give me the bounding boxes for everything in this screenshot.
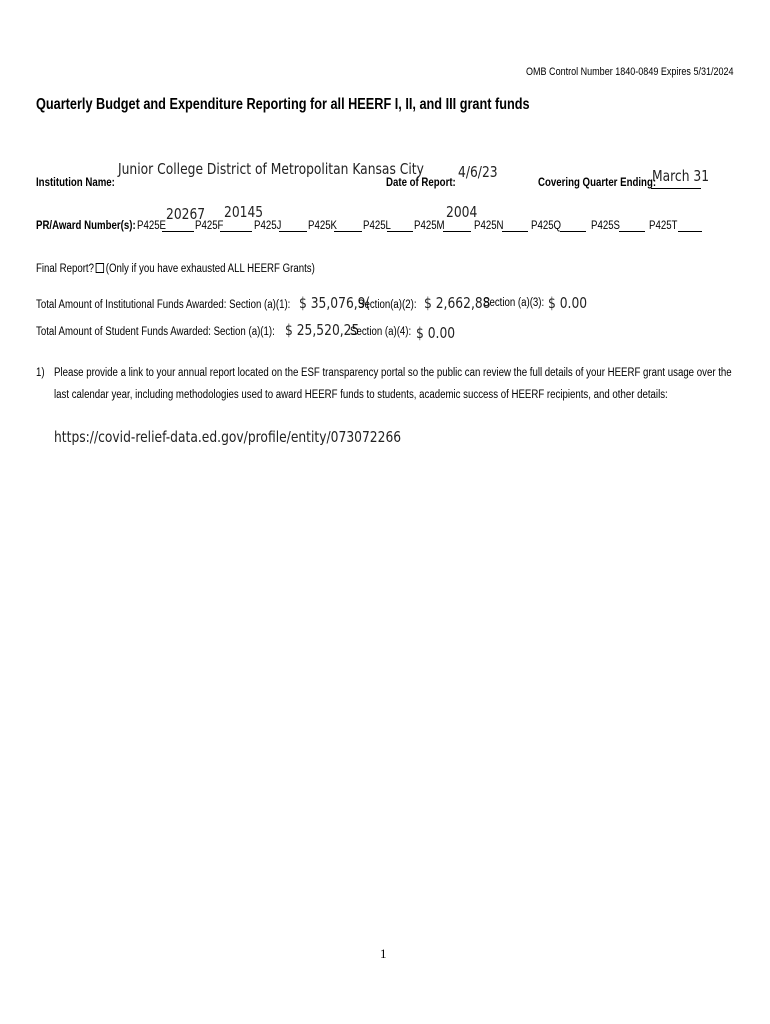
award-code-p425t: P425T — [649, 220, 678, 232]
award-code-p425j: P425J — [254, 220, 282, 232]
award-blank-p425s[interactable] — [619, 231, 645, 232]
award-code-p425l: P425L — [363, 220, 391, 232]
covering-quarter-field[interactable]: March 31 — [652, 167, 710, 185]
award-blank-p425e — [162, 231, 194, 232]
award-code-p425q: P425Q — [531, 220, 562, 232]
award-field-p425m[interactable]: 2004 — [446, 203, 478, 221]
page-title: Quarterly Budget and Expenditure Reporting for all HEERF I, II, and III grant funds — [36, 96, 530, 113]
final-report-row — [36, 263, 315, 275]
section-a2-field[interactable]: $ 2,662,88 — [424, 294, 491, 312]
date-of-report-field[interactable]: 4/6/23 — [458, 163, 498, 181]
award-code-p425e: P425E — [137, 220, 167, 232]
final-report-note: (Only if you have exhausted ALL HEERF Grants) — [105, 263, 315, 275]
award-blank-p425l[interactable] — [387, 231, 413, 232]
institution-name-field[interactable]: Junior College District of Metropolitan Kansas City — [118, 160, 424, 178]
award-blank-p425q[interactable] — [560, 231, 586, 232]
award-code-p425s: P425S — [591, 220, 621, 232]
annual-report-link-field[interactable]: https://covid-relief-data.ed.gov/profile/entity/073072266 — [54, 428, 402, 446]
award-field-p425e[interactable]: 20267 — [166, 205, 206, 223]
award-blank-p425n[interactable] — [502, 231, 528, 232]
question-1-number: 1) — [36, 367, 45, 379]
student-funds-label: Total Amount of Student Funds Awarded: Section (a)(1): — [36, 326, 275, 338]
award-code-p425n: P425N — [474, 220, 504, 232]
page-number: 1 — [380, 946, 387, 961]
covering-quarter-underline — [651, 188, 701, 189]
section-a3-label: Section (a)(3): — [483, 297, 545, 309]
award-blank-p425k[interactable] — [334, 231, 362, 232]
section-a4-field[interactable]: $ 0.00 — [416, 324, 456, 342]
student-a1-field[interactable]: $ 25,520,25 — [285, 321, 360, 339]
covering-quarter-label: Covering Quarter Ending: — [538, 177, 657, 189]
award-blank-p425t[interactable] — [678, 231, 702, 232]
question-1-text: Please provide a link to your annual report located on the ESF transparency portal so the public can review the full details of your HEERF grant usage over the last calendar year, including methodologies used to award HEERF funds to students, academic success of HEERF recipients, and other details: — [54, 367, 732, 401]
final-report-label: Final Report? — [36, 263, 94, 275]
section-a2-label: Section(a)(2): — [358, 299, 417, 311]
award-blank-p425j[interactable] — [279, 231, 307, 232]
institution-name-label: Institution Name: — [36, 177, 115, 189]
award-code-p425k: P425K — [308, 220, 338, 232]
institutional-funds-label: Total Amount of Institutional Funds Awarded: Section (a)(1): — [36, 299, 291, 311]
award-blank-p425m — [443, 231, 471, 232]
award-code-p425m: P425M — [414, 220, 445, 232]
award-blank-p425f — [220, 231, 252, 232]
award-field-p425f[interactable]: 20145 — [224, 203, 264, 221]
award-numbers-label: PR/Award Number(s): — [36, 220, 136, 232]
final-report-checkbox[interactable] — [96, 263, 104, 273]
award-code-p425f: P425F — [195, 220, 224, 232]
institutional-a1-field[interactable]: $ 35,076,9( — [299, 294, 371, 312]
date-of-report-label: Date of Report: — [386, 177, 456, 189]
omb-control-number: OMB Control Number 1840-0849 Expires 5/31/2024 — [526, 66, 734, 78]
section-a4-label: Section (a)(4): — [350, 326, 412, 338]
section-a3-field[interactable]: $ 0.00 — [548, 294, 588, 312]
